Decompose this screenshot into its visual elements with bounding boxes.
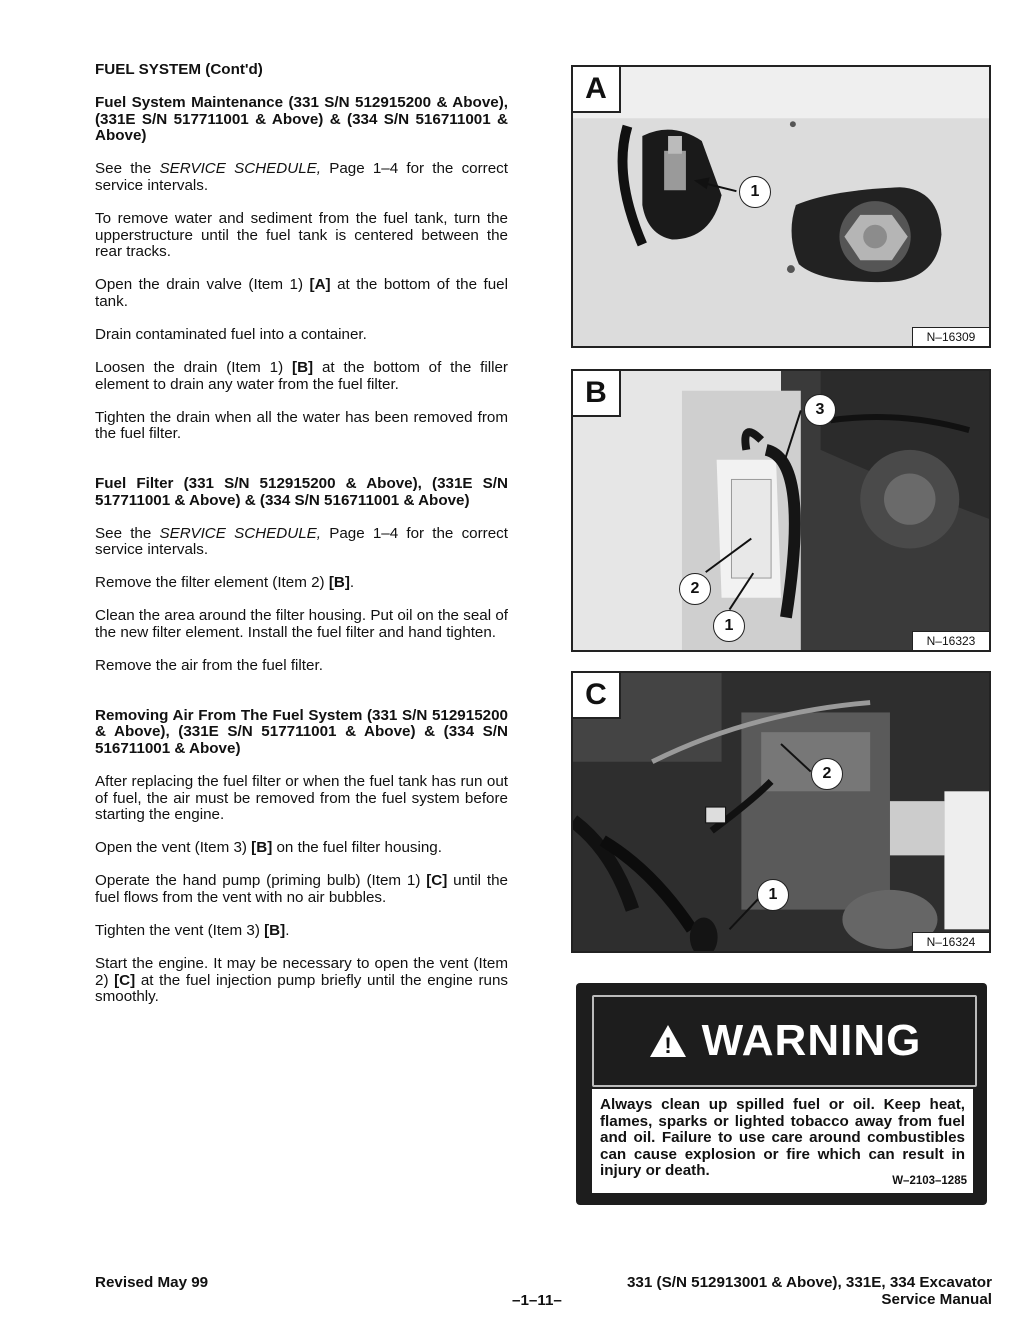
air-paragraph-1: After replacing the fuel filter or when the fuel tank has run out of fuel, the air must be removed from the fuel system before starting the engine. [95, 773, 508, 824]
figure-a-letter: A [573, 67, 621, 113]
figure-b-code: N–16323 [912, 631, 989, 650]
warning-body [592, 1089, 973, 1193]
maintenance-heading: Fuel System Maintenance (331 S/N 512915200 & Above), (331E S/N 517711001 & Above) & (334 S/N 516711001 & Above) [95, 94, 508, 145]
maintenance-paragraph-3: Open the drain valve (Item 1) [A] at the bottom of the fuel tank. [95, 276, 508, 310]
figure-b-letter: B [573, 371, 621, 417]
footer-page-number: –1–11– [512, 1292, 562, 1309]
text-column [95, 62, 508, 1022]
warning-header [592, 995, 977, 1087]
filter-paragraph-4: Remove the air from the fuel filter. [95, 657, 323, 675]
maintenance-paragraph-1: See the SERVICE SCHEDULE, Page 1–4 for the correct service intervals. [95, 160, 508, 194]
warning-title: WARNING [701, 1016, 922, 1065]
maintenance-paragraph-4: Drain contaminated fuel into a container. [95, 326, 367, 344]
footer-manual: Service Manual [881, 1291, 992, 1308]
figure-b [571, 369, 991, 652]
footer-model: 331 (S/N 512913001 & Above), 331E, 334 Excavator [626, 1274, 992, 1291]
air-paragraph-3: Operate the hand pump (priming bulb) (Item 1) [C] until the fuel flows from the vent with no air bubbles. [95, 872, 509, 906]
air-heading: Removing Air From The Fuel System (331 S/N 512915200 & Above), (331E S/N 517711001 & Above) & (334 S/N 516711001 & Above) [95, 706, 508, 757]
figure-a-callout-1: 1 [739, 176, 771, 208]
figure-c-callout-2: 2 [811, 758, 843, 790]
air-paragraph-2: Open the vent (Item 3) [B] on the fuel filter housing. [95, 839, 442, 857]
warning-code: W–2103–1285 [892, 1175, 967, 1187]
warning-box [576, 983, 987, 1205]
filter-paragraph-1: See the SERVICE SCHEDULE, Page 1–4 for the correct service intervals. [95, 524, 508, 559]
section-title: FUEL SYSTEM (Cont'd) [95, 61, 263, 78]
figure-b-photo [573, 371, 989, 650]
figure-a-code: N–16309 [912, 327, 989, 346]
filter-paragraph-3: Clean the area around the filter housing. Put oil on the seal of the new filter element. Install the fuel filter and hand tighten. [95, 607, 508, 642]
warning-text: Always clean up spilled fuel or oil. Keep heat, flames, sparks or lighted tobacco away from fuel and oil. Failure to use care around combustibles can cause explosion or fire which can result in injury or death. [600, 1096, 965, 1180]
figure-b-callout-3: 3 [804, 394, 836, 426]
figure-c-letter: C [573, 673, 621, 719]
filter-heading: Fuel Filter (331 S/N 512915200 & Above), (331E S/N 517711001 & Above) & (334 S/N 516711001 & Above) [95, 475, 508, 509]
filter-paragraph-2: Remove the filter element (Item 2) [B]. [95, 574, 355, 592]
figure-c-code: N–16324 [912, 932, 989, 951]
footer-revised: Revised May 99 [95, 1274, 209, 1291]
warning-triangle-icon [648, 1023, 688, 1059]
figure-b-callout-1: 1 [713, 610, 745, 642]
warning-symbol: ! [664, 1033, 672, 1058]
figure-c-callout-1: 1 [757, 879, 789, 911]
maintenance-paragraph-5: Loosen the drain (Item 1) [B] at the bottom of the filler element to drain any water from the fuel filter. [95, 359, 508, 393]
air-paragraph-5: Start the engine. It may be necessary to open the vent (Item 2) [C] at the fuel injection pump briefly until the engine runs smoothly. [95, 955, 508, 1006]
maintenance-paragraph-6: Tighten the drain when all the water has been removed from the fuel filter. [95, 408, 508, 443]
figure-b-callout-2: 2 [679, 573, 711, 605]
maintenance-paragraph-2: To remove water and sediment from the fuel tank, turn the upperstructure until the fuel tank is centered between the rear tracks. [95, 210, 508, 261]
figure-a [571, 65, 991, 348]
figure-c-photo [573, 673, 989, 951]
figure-a-photo [573, 67, 989, 346]
figure-c [571, 671, 991, 953]
air-paragraph-4: Tighten the vent (Item 3) [B]. [95, 922, 290, 940]
